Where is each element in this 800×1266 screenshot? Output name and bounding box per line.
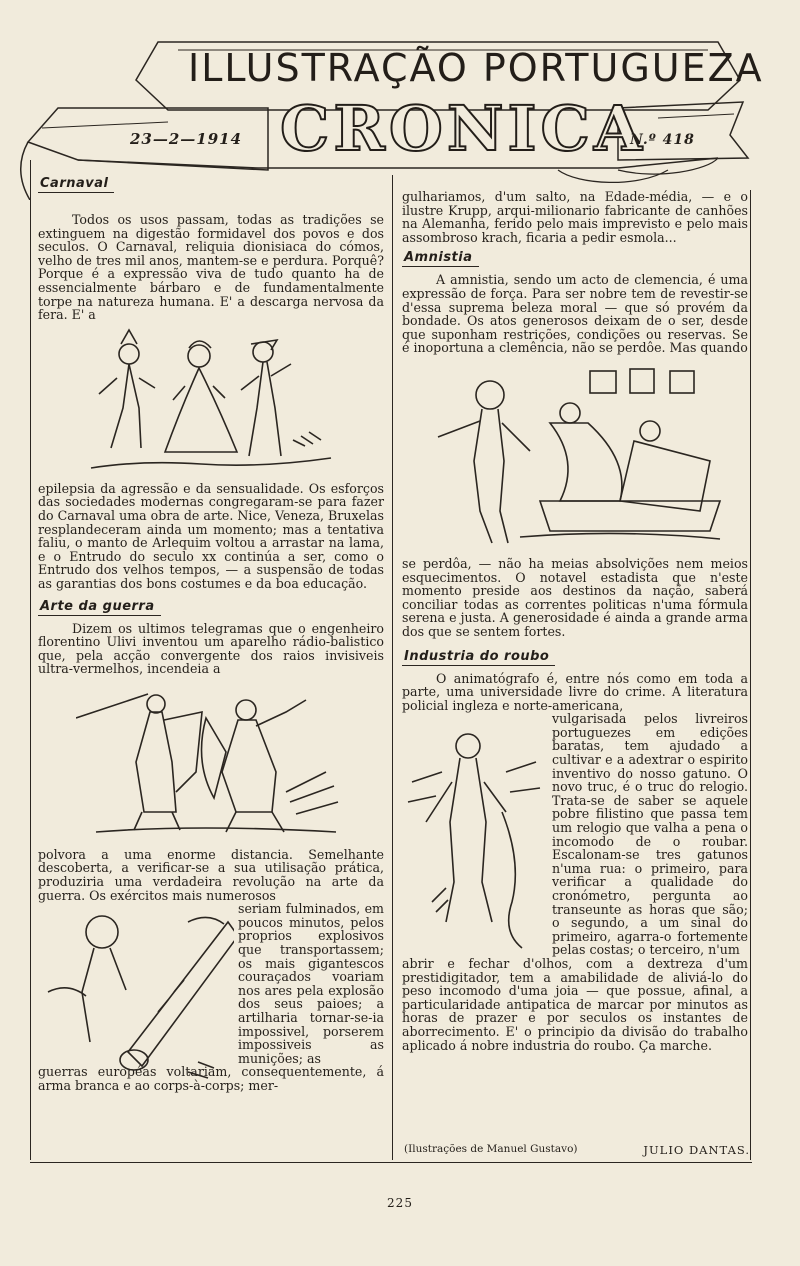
roubo-paragraph-2: vulgarisada pelos livreiros portuguezes em edições baratas, tem ajudado a cultivar e a adextrar o espirito inventivo do nosso gatuno. O novo truc, é o truc do relogio. Trata-se de saber se aquele pobre filistino que passa tem um relogio que valha a pena o incomodo de o roubar. Escalonam-se tres gatunos n'uma rua: o primeiro, para verificar a qualidade do cronómetro, pergunta ao transeunte as horas que são; o segundo, a um sinal do primeiro, agarra-o fortemente pelas costas; o terceiro, n'um [552,711,748,958]
section-heading-amnistia: Amnistia [402,250,479,267]
guerra-wrapped-text [238,902,384,1065]
masthead-title: CRONICA [280,92,647,165]
guerra-paragraph-1: Dizem os ultimos telegramas que o engenheiro florentino Ulivi inventou um aparelho rádio-balistico que, pela acção convergente dos raios invisiveis ultra-vermelhos, incendeia a [38,620,384,677]
right-column [402,190,748,1052]
masthead-top-line: ILLUSTRAÇÃO PORTUGUEZA [188,46,764,90]
thief-with-watch-illustration [402,712,548,952]
frame-line-bottom [30,1162,752,1163]
frame-line-left [30,160,31,1160]
amnistia-paragraph-2: se perdôa, — não ha meias absolvições nem meios esquecimentos. O notavel estadista que n'este momento preside aos destinos da nação, saberá conciliar todas as correntes politicas n'uma fórmula serena e justa. A generosidade é ainda a grande arma dos que se sentem fortes. [402,555,748,639]
column-divider [392,175,393,1160]
left-column [38,172,384,1093]
page-number: 225 [387,1196,413,1210]
frame-line-right [750,190,751,1160]
section-heading-carnaval: Carnaval [38,176,114,193]
carnaval-paragraph-1: Todos os usos passam, todas as tradições se extinguem na digestão formidavel dos povos e dos seculos. O Carnaval, reliquia dionisiaca do cómos, velho de tres mil anos, mantem-se e perdura. Porquê? Porque é a expressão viva de tudo quanto ha de essencialmente bárbaro e de fundamentalmente torpe na natureza humana. E' a descarga nervosa da fera. E' a [38,212,384,323]
krupp-cannon-illustration [38,902,234,1092]
amnistia-paragraph-1: A amnistia, sendo um acto de clemencia, é uma expressão de força. Para ser nobre tem de revestir-se d'essa suprema beleza moral — que só provém da bondade. Os atos generosos deixam de o ser, desde que suponham restrições, condições ou reservas. Se é inoportuna a clemência, não se perdôe. Mas quando [402,272,748,356]
section-heading-roubo: Industria do roubo [402,649,555,666]
roubo-wrapped-text [552,712,748,957]
issue-number: N.º 418 [630,132,695,148]
carnaval-paragraph-2: epilepsia da agressão e da sensualidade. Os esforços das sociedades modernas congregaram-se para fazer do Carnaval uma obra de arte. Nice, Veneza, Bruxelas resplandeceram ainda um momento; mas a tentativa faliu, o manto de Arlequim voltou a arrastar na lama, e o Entrudo do seculo xx continúa a ser, como o Entrudo dos velhos tempos, — a suspensão de todas as garantias dos bons costumes e da boa educação. [38,480,384,591]
guerra-paragraph-3: seriam fulminados, em poucos minutos, pelos proprios explosivos que transportassem; os mais gigantescos couraçados voariam nos ares pela explosão dos seus paioes; a artilharia tornar-se-ia impossivel, porserem impossiveis as munições; as [238,901,384,1066]
medieval-knights-illustration [76,682,346,842]
roubo-split-block [402,712,748,957]
author-signature: JULIO DANTAS. [643,1143,750,1157]
issue-date: 23—2—1914 [130,130,243,148]
guerra-split-block [38,902,384,1065]
illustrations-credit: (Ilustrações de Manuel Gustavo) [404,1143,578,1155]
footer-credit [404,1143,750,1157]
roubo-paragraph-1: O animatógrafo é, entre nós como em toda a parte, uma universidade livre do crime. A literatura policial ingleza e norte-americana, [402,670,748,713]
carnival-figures-illustration [81,328,341,476]
guerra-paragraph-2: polvora a uma enorme distancia. Semelhante descoberta, a verificar-se a sua utilisação prática, produziria uma verdadeira revolução na arte da guerra. Os exércitos mais numerosos [38,846,384,903]
section-heading-guerra: Arte da guerra [38,599,161,616]
continuation-paragraph: gulhariamos, d'um salto, na Edade-média, — e o ilustre Krupp, arqui-milionario fabricante de canhões na Alemanha, ferido pelo mais imprevisto e pelo mais assombroso krach, ficaria a pedir esmola... [402,189,748,245]
roubo-paragraph-3: abrir e fechar d'olhos, com a dextreza d'um prestidigitador, tem a amabilidade de aliviá-lo do peso incomodo d'uma joia — que possue, afinal, a particularidade antipatica de marcar por minutos as horas de prazer e por seculos os instantes de aborrecimento. E' o principio da divisão do trabalho aplicado á nobre industria do roubo. Ça marche. [402,955,748,1053]
guerra-paragraph-4: guerras européas voltariam, consequentemente, á arma branca e ao corps-à-corps; mer- [38,1064,384,1093]
statesman-tavern-illustration [420,361,730,551]
